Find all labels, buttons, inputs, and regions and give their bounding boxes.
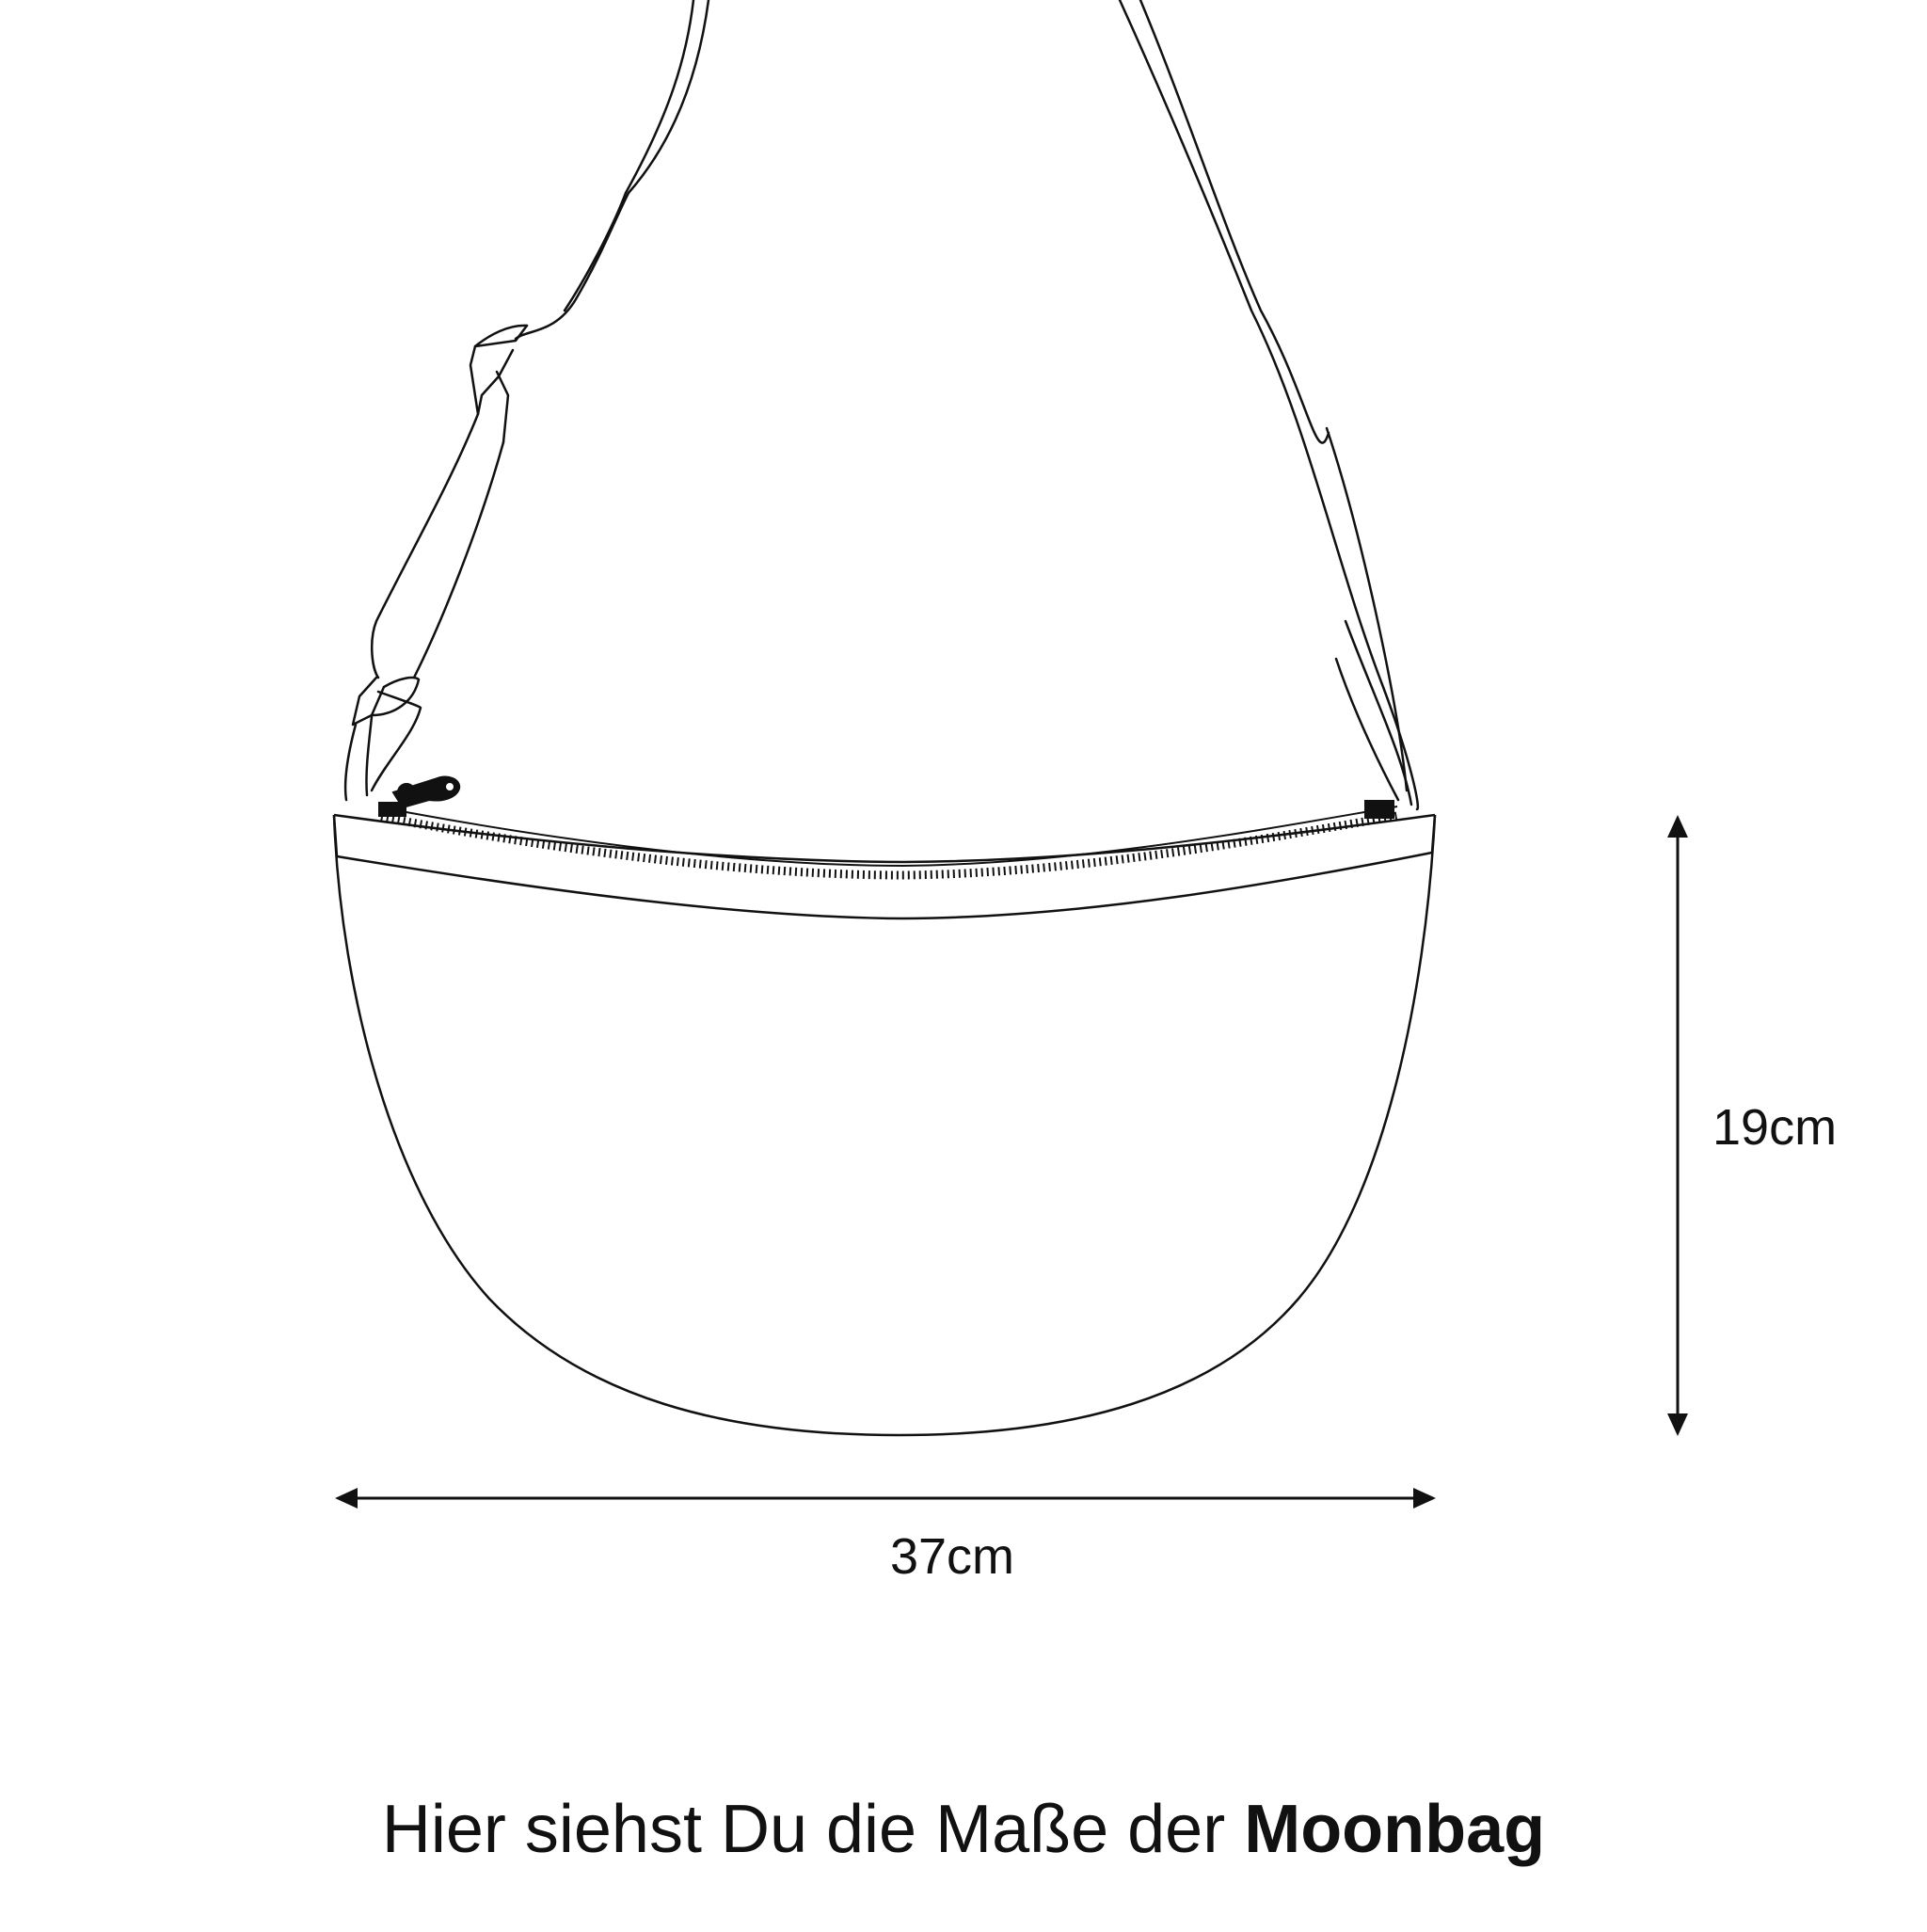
product-name: Moonbag (1244, 1792, 1546, 1867)
caption (0, 1792, 1927, 1867)
arrow-down-icon (1667, 1413, 1688, 1436)
arrow-right-icon (1413, 1488, 1436, 1509)
arrow-left-icon (335, 1488, 358, 1509)
width-label: 37cm (889, 1528, 1015, 1585)
bag-body (334, 815, 1435, 1435)
width-dimension (335, 1488, 1436, 1585)
shoulder-strap (345, 0, 1418, 809)
caption-text: Hier siehst Du die Maße der (381, 1792, 1226, 1867)
height-label: 19cm (1712, 1099, 1838, 1156)
zipper (378, 800, 1397, 875)
arrow-up-icon (1667, 815, 1688, 838)
zipper-pull-icon (393, 777, 459, 807)
height-dimension (1667, 815, 1837, 1436)
